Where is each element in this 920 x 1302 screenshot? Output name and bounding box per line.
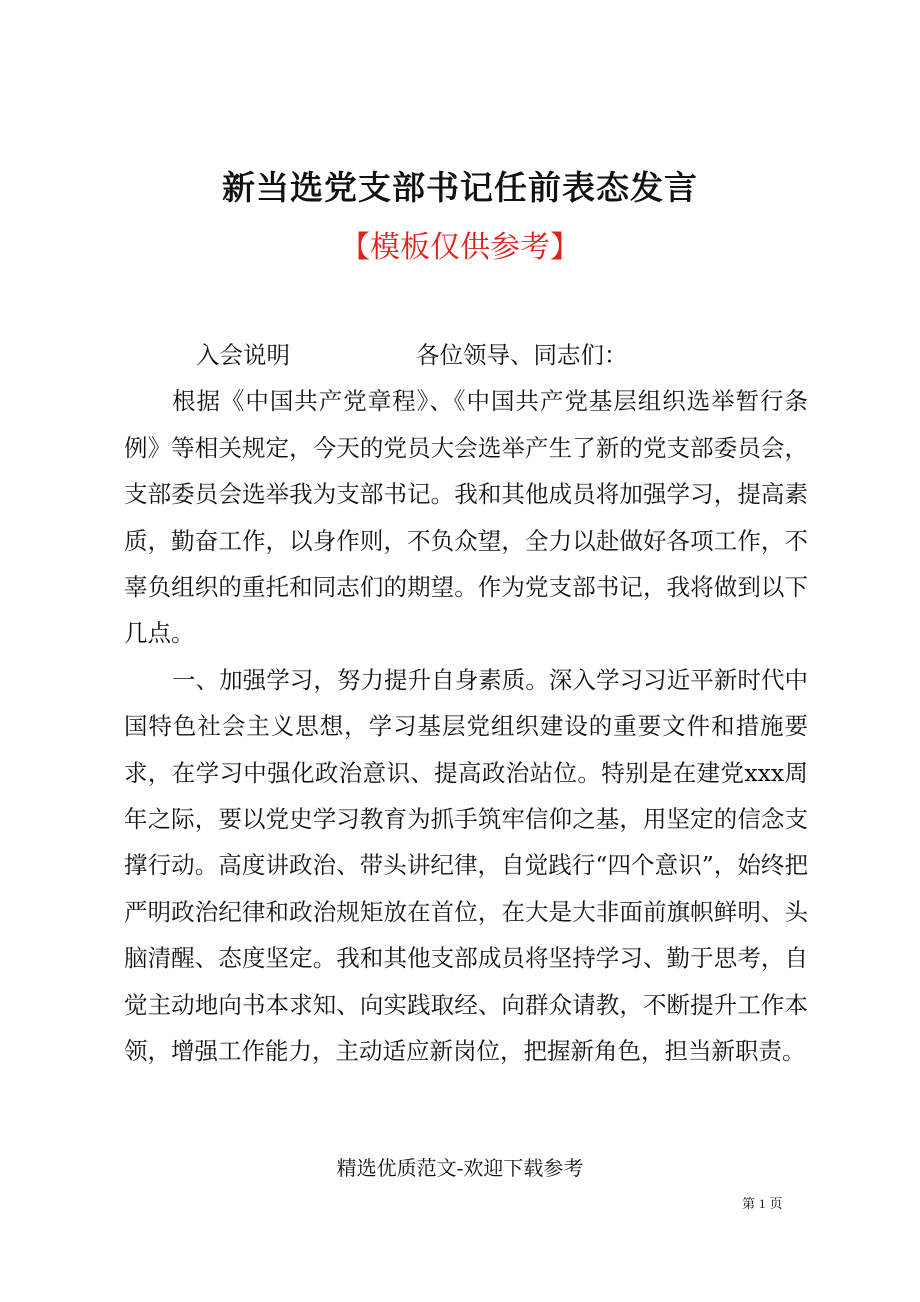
document-title: 新当选党支部书记任前表态发言: [222, 168, 698, 207]
document-subtitle: 【模板仅供参考】: [340, 230, 580, 265]
page-number-suffix: 页: [769, 1196, 783, 1211]
document-body: [124, 332, 808, 1074]
greeting-left: 入会说明: [196, 341, 290, 369]
paragraph-point-one: 一、加强学习，努力提升自身素质。深入学习习近平新时代中国特色社会主义思想，学习基层党组织建设的重要文件和措施要求，在学习中强化政治意识、提高政治站位。特别是在建党xxx周年之际，要以党史学习教育为抓手筑牢信仰之基，用坚定的信念支撑行动。高度讲政治、带头讲纪律，自觉践行“四个意识”，始终把严明政治纪律和政治规矩放在首位，在大是大非面前旗帜鲜明、头脑清醒、态度坚定。我和其他支部成员将坚持学习、勤于思考，自觉主动地向书本求知、向实践取经、向群众请教，不断提升工作本领，增强工作能力，主动适应新岗位，把握新角色，担当新职责。: [124, 665, 808, 1066]
greeting-right: 各位领导、同志们：: [416, 341, 628, 369]
paragraph-intro: 根据《中国共产党章程》、《中国共产党基层组织选举暂行条例》等相关规定，今天的党员大会选举产生了新的党支部委员会，支部委员会选举我为支部书记。我和其他成员将加强学习，提高素质，勤奋工作，以身作则，不负众望，全力以赴做好各项工作，不辜负组织的重托和同志们的期望。作为党支部书记，我将做到以下几点。: [124, 387, 808, 648]
greeting-line: [124, 332, 808, 378]
page-number-value: 1: [759, 1196, 766, 1211]
page-number: [740, 1192, 820, 1216]
page-footer: 精选优质范文-欢迎下载参考: [336, 1156, 584, 1180]
page-number-prefix: 第: [742, 1196, 756, 1211]
